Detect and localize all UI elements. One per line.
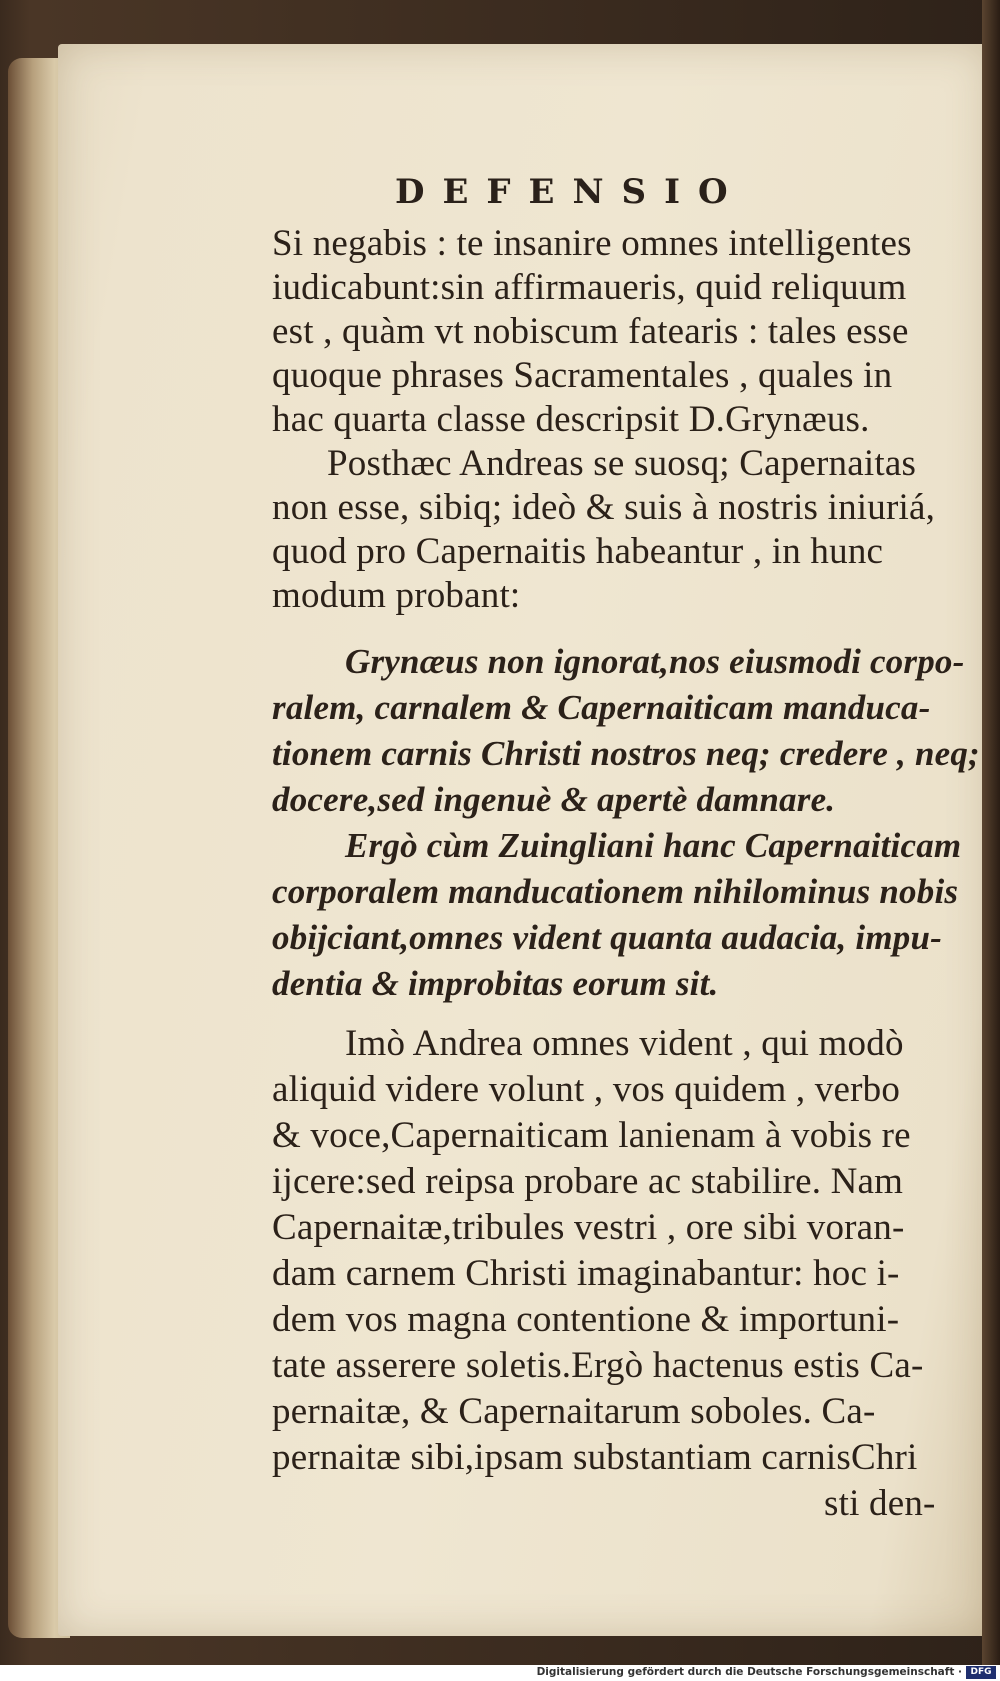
text-line: Posthæc Andreas se suosq; Capernaitas [327, 443, 917, 484]
quote-line: tionem carnis Christi nostros neq; credere , neq; [272, 734, 980, 773]
quote-line: ralem, carnalem & Capernaiticam manduca- [272, 688, 931, 727]
text-line: tate asserere soletis.Ergò hactenus estis Ca- [272, 1345, 924, 1386]
quote-line: Ergò cùm Zuingliani hanc Capernaiticam [345, 826, 962, 865]
dfg-logo: DFG [966, 1666, 996, 1679]
text-line: est , quàm vt nobiscum fatearis : tales esse [272, 311, 909, 352]
text-line: Si negabis : te insanire omnes intelligentes [272, 223, 912, 264]
text-line: non esse, sibiq; ideò & suis à nostris iniuriá, [272, 487, 936, 528]
running-head: DEFENSIO [395, 172, 746, 212]
binding-edge [982, 0, 1000, 1665]
text-line: dem vos magna contentione & importuni- [272, 1299, 900, 1340]
quote-line: obijciant,omnes vident quanta audacia, impu- [272, 918, 942, 957]
text-line: iudicabunt:sin affirmaueris, quid reliquum [272, 267, 907, 308]
quote-line: Grynæus non ignorat,nos eiusmodi corpo- [345, 642, 965, 681]
text-line: pernaitæ sibi,ipsam substantiam carnisChri [272, 1437, 918, 1478]
catchword: sti den- [824, 1483, 936, 1524]
text-line: modum probant: [272, 575, 521, 616]
quote-line: docere,sed ingenuè & apertè damnare. [272, 780, 836, 819]
text-line: quod pro Capernaitis habeantur , in hunc [272, 531, 884, 572]
text-line: aliquid videre volunt , vos quidem , verbo [272, 1069, 901, 1110]
text-line: ijcere:sed reipsa probare ac stabilire. Nam [272, 1161, 904, 1202]
footer-credit: Digitalisierung gefördert durch die Deutsche Forschungsgemeinschaft · [536, 1666, 962, 1678]
text-line: pernaitæ, & Capernaitarum soboles. Ca- [272, 1391, 876, 1432]
text-line: Capernaitæ,tribules vestri , ore sibi voran- [272, 1207, 905, 1248]
text-line: quoque phrases Sacramentales , quales in [272, 355, 893, 396]
quote-line: corporalem manducationem nihilominus nobis [272, 872, 959, 911]
text-line: dam carnem Christi imaginabantur: hoc i- [272, 1253, 900, 1294]
text-line: Imò Andrea omnes vident , qui modò [345, 1023, 904, 1064]
text-line: hac quarta classe descripsit D.Grynæus. [272, 399, 870, 440]
text-line: & voce,Capernaiticam lanienam à vobis re [272, 1115, 911, 1156]
quote-line: dentia & improbitas eorum sit. [272, 964, 719, 1003]
